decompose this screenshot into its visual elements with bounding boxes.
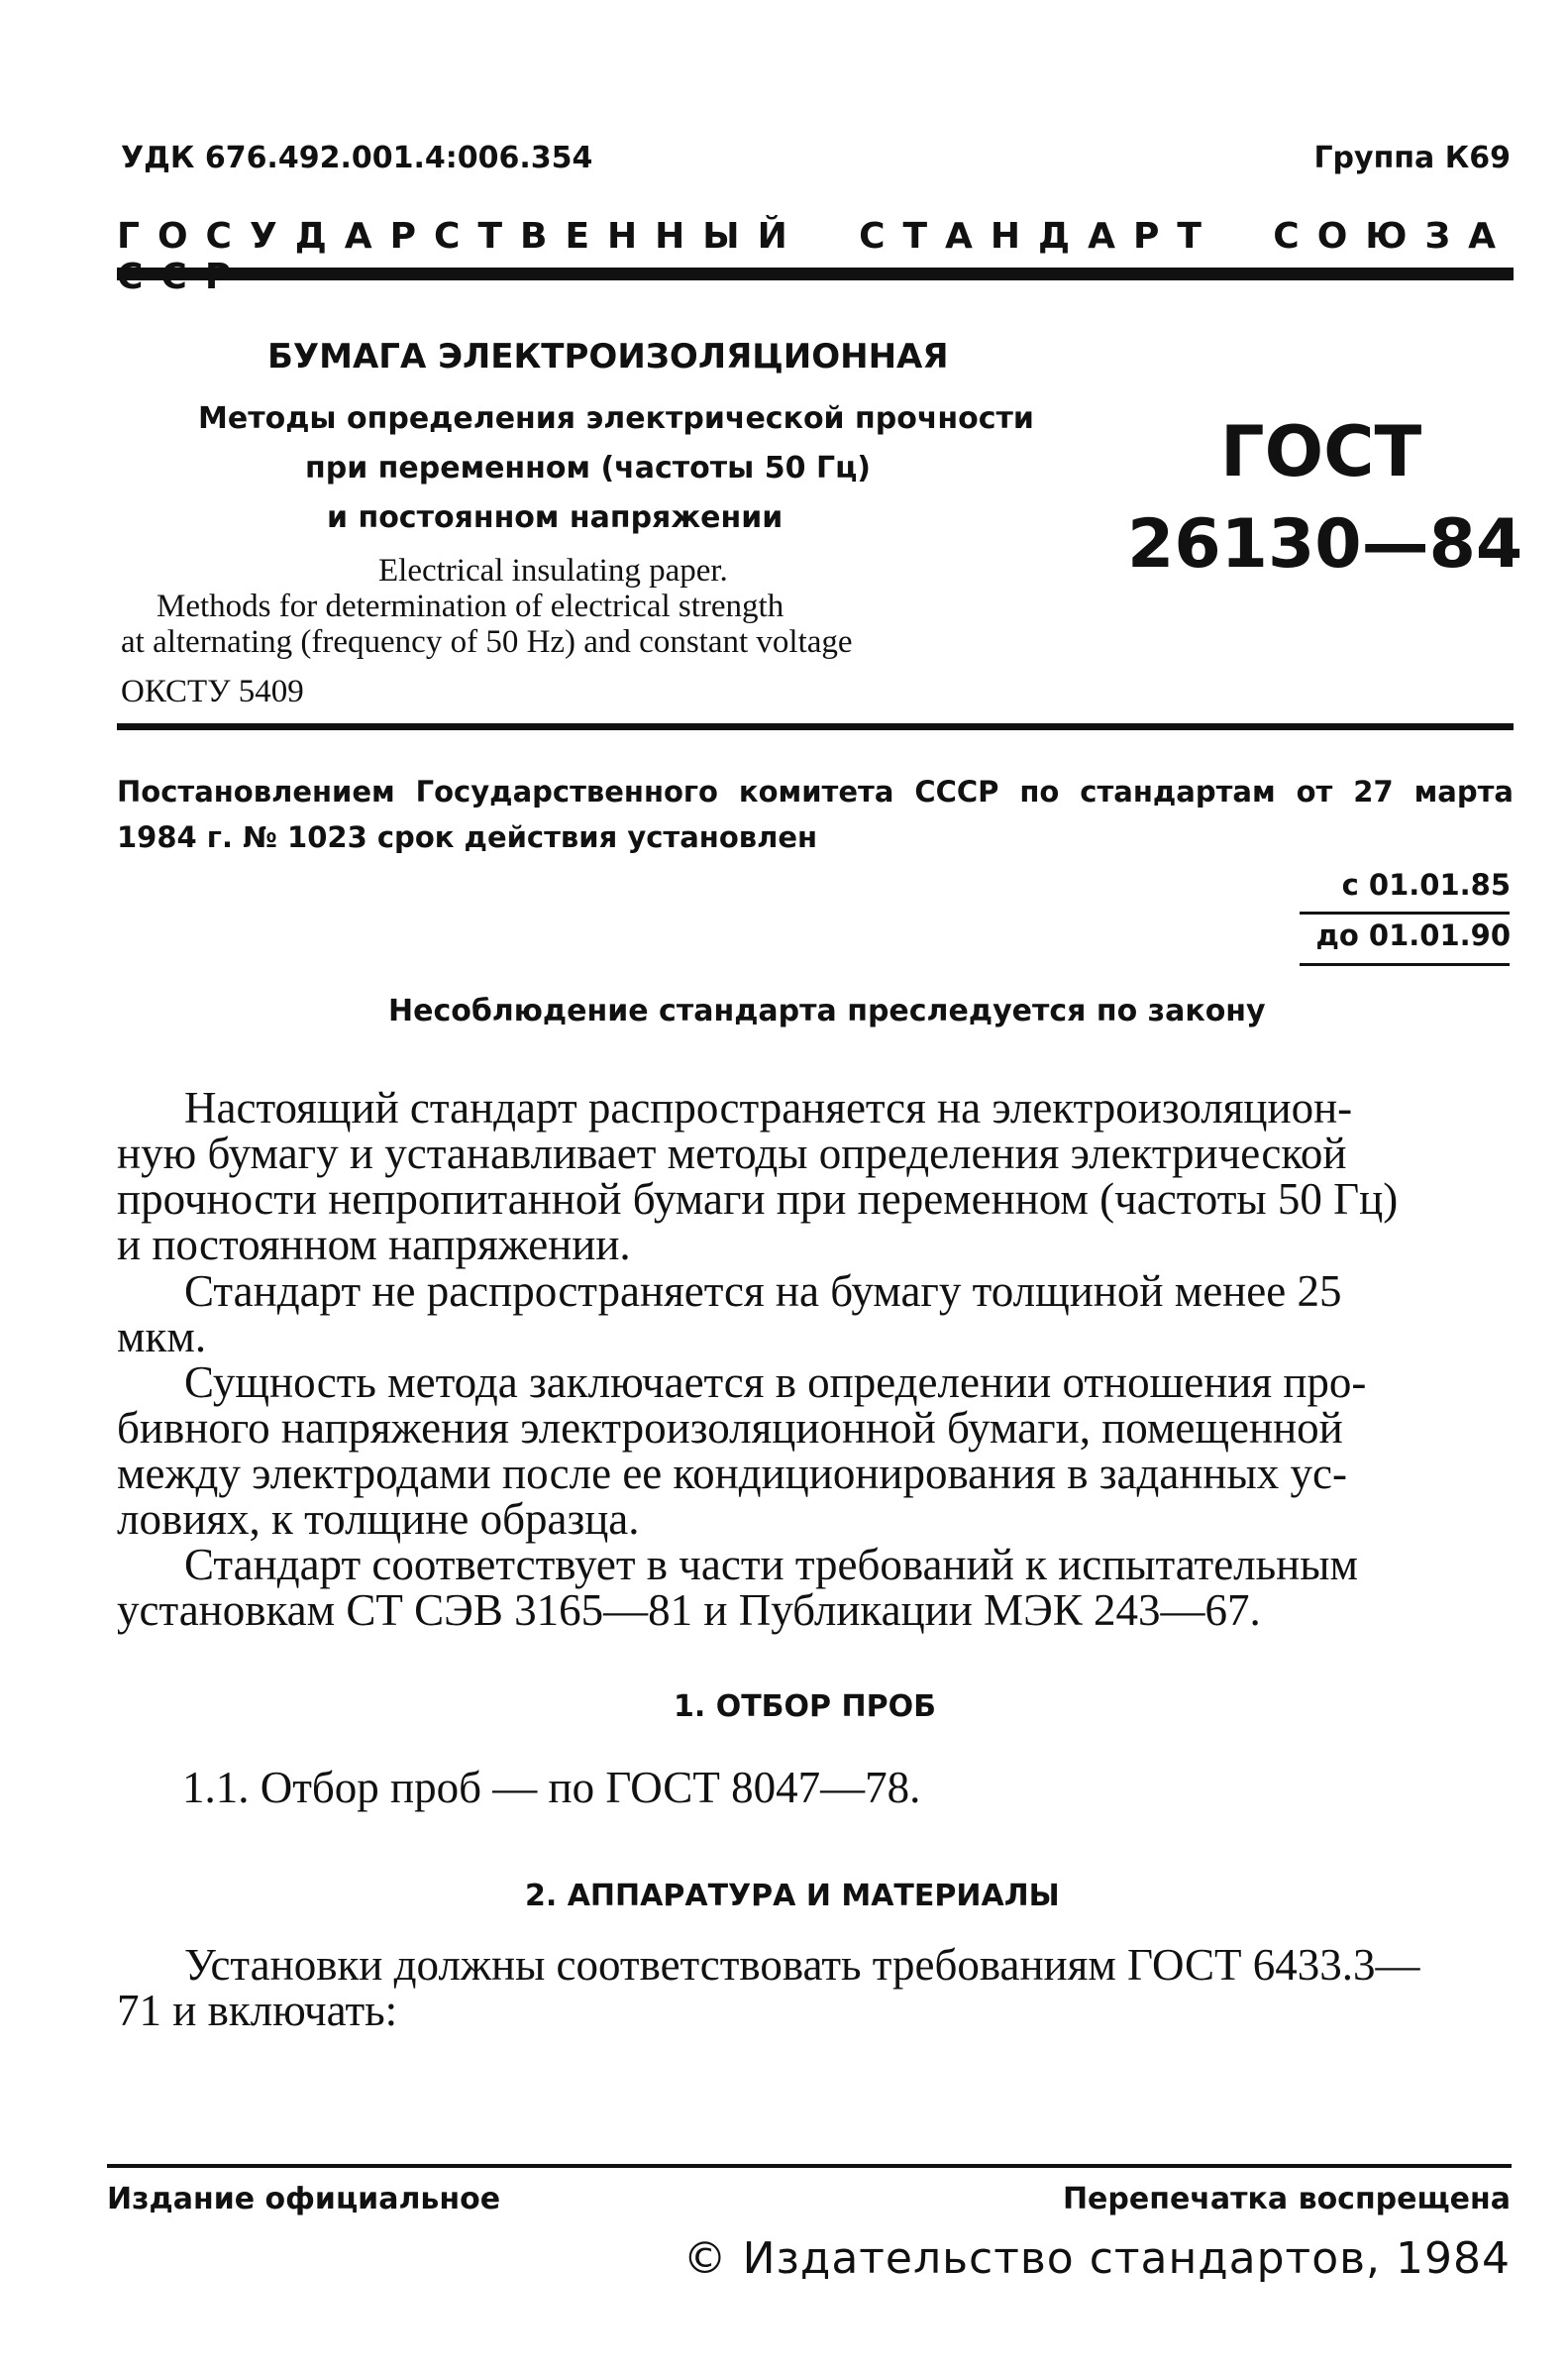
validity-underline bbox=[1300, 963, 1510, 966]
intro-line-4: и постоянном напряжении. bbox=[117, 1220, 631, 1269]
standard-banner: ГОСУДАРСТВЕННЫЙ СТАНДАРТ СОЮЗА bbox=[117, 216, 1514, 257]
udk-code: УДК 676.492.001.4:006.354 bbox=[121, 141, 593, 175]
intro-paragraph bbox=[117, 1085, 1506, 1267]
subtitle-line-2: при переменном (частоты 50 Гц) bbox=[305, 451, 872, 486]
title-rule bbox=[117, 723, 1514, 730]
gost-number: 26130—84 bbox=[1127, 505, 1523, 584]
scope-line-2: мкм. bbox=[117, 1312, 207, 1361]
compliance-line-1: Стандарт соответствует в части требований к испытательным bbox=[184, 1540, 1358, 1589]
section-2-paragraph bbox=[117, 1942, 1506, 2033]
english-title-line-3: at alternating (frequency of 50 Hz) and constant voltage bbox=[121, 624, 853, 660]
essence-line-2: бивного напряжения электроизоляционной бумаги, помещенной bbox=[117, 1403, 1343, 1453]
section-1-item: 1.1. Отбор проб — по ГОСТ 8047—78. bbox=[182, 1763, 921, 1812]
compliance-paragraph bbox=[117, 1542, 1506, 1633]
decree-line-2: 1984 г. № 1023 срок действия установлен bbox=[117, 820, 818, 854]
section-2-heading: 2. АППАРАТУРА И МАТЕРИАЛЫ bbox=[525, 1879, 1060, 1913]
english-title-line-1: Electrical insulating paper. bbox=[378, 553, 728, 589]
essence-line-4: ловиях, к толщине образца. bbox=[117, 1494, 640, 1544]
section-1-heading: 1. ОТБОР ПРОБ bbox=[674, 1689, 936, 1724]
group-code: Группа К69 bbox=[1313, 141, 1511, 175]
essence-line-1: Сущность метода заключается в определении отношения про- bbox=[184, 1357, 1367, 1407]
validity-to: до 01.01.90 bbox=[1315, 918, 1511, 952]
reprint-notice: Перепечатка воспрещена bbox=[1062, 2182, 1511, 2216]
validity-from: с 01.01.85 bbox=[1341, 868, 1511, 902]
law-warning: Несоблюдение стандарта преследуется по закону bbox=[388, 994, 1266, 1028]
decree-line-1: Постановлением Государственного комитета СССР по стандартам от 27 марта bbox=[117, 775, 1514, 809]
section-2-line-2: 71 и включать: bbox=[117, 1986, 398, 2035]
header-thick-rule bbox=[117, 268, 1514, 280]
essence-line-3: между электродами после ее кондиционирования в заданных ус- bbox=[117, 1449, 1347, 1498]
section-2-line-1: Установки должны соответствовать требованиям ГОСТ 6433.3— bbox=[184, 1940, 1420, 1990]
document-title: БУМАГА ЭЛЕКТРОИЗОЛЯЦИОННАЯ bbox=[267, 337, 949, 377]
subtitle-line-1: Методы определения электрической прочности bbox=[198, 401, 1034, 436]
subtitle-line-3: и постоянном напряжении bbox=[327, 500, 784, 535]
intro-line-3: прочности непропитанной бумаги при переменном (частоты 50 Гц) bbox=[117, 1174, 1399, 1224]
compliance-line-2: установкам СТ СЭВ 3165—81 и Публикации МЭК 243—67. bbox=[117, 1585, 1261, 1635]
scope-paragraph bbox=[117, 1268, 1506, 1359]
official-edition: Издание официальное bbox=[107, 2182, 501, 2216]
gost-label: ГОСТ bbox=[1220, 411, 1422, 492]
english-title-line-2: Methods for determination of electrical strength bbox=[157, 589, 784, 624]
validity-rule bbox=[1300, 912, 1510, 915]
publisher-line: © Издательство стандартов, 1984 bbox=[682, 2233, 1511, 2284]
intro-line-2: ную бумагу и устанавливает методы определения электрической bbox=[117, 1129, 1347, 1178]
scope-line-1: Стандарт не распространяется на бумагу толщиной менее 25 bbox=[184, 1266, 1342, 1316]
essence-paragraph bbox=[117, 1359, 1506, 1542]
okstu-code: ОКСТУ 5409 bbox=[121, 674, 304, 709]
intro-line-1: Настоящий стандарт распространяется на электроизоляцион- bbox=[184, 1083, 1353, 1133]
footer-rule bbox=[107, 2164, 1512, 2168]
